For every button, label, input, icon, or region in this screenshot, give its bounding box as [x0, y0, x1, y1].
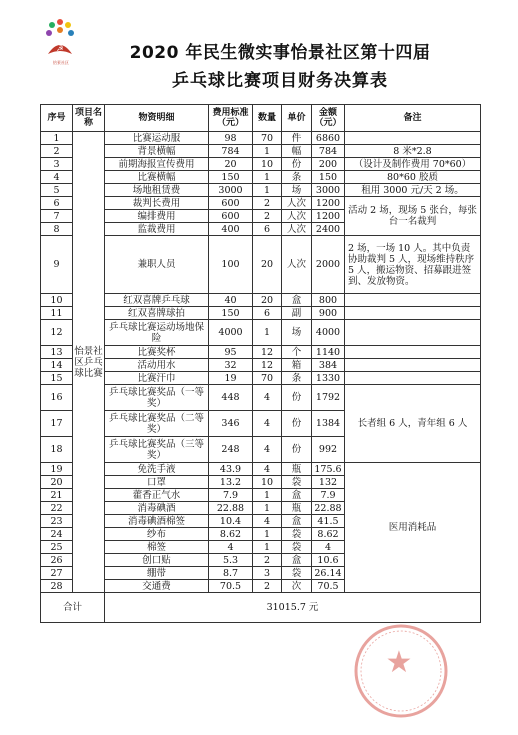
cell-item: 口罩 — [105, 476, 209, 489]
cell-price: 100 — [209, 236, 253, 294]
cell-item: 藿香正气水 — [105, 489, 209, 502]
cell-seq: 19 — [41, 463, 73, 476]
cell-amount: 1200 — [312, 210, 345, 223]
cell-qty: 70 — [253, 132, 282, 145]
cell-item: 乒乓球比赛奖品（一等奖） — [105, 385, 209, 411]
cell-note: 2 场，一场 10 人。其中负责协助裁判 5 人，现场维持秩序 5 人，搬运物资、招募跟进签到、发放物资。 — [345, 236, 481, 294]
cell-price: 8.7 — [209, 567, 253, 580]
cell-price: 70.5 — [209, 580, 253, 593]
cell-qty: 20 — [253, 294, 282, 307]
cell-seq: 16 — [41, 385, 73, 411]
cell-unit: 盒 — [282, 515, 312, 528]
cell-price: 248 — [209, 437, 253, 463]
cell-item: 创口贴 — [105, 554, 209, 567]
header-item: 物资明细 — [105, 105, 209, 132]
cell-price: 150 — [209, 307, 253, 320]
cell-seq: 25 — [41, 541, 73, 554]
cell-unit: 场 — [282, 320, 312, 346]
cell-item: 乒乓球比赛奖品（三等奖） — [105, 437, 209, 463]
cell-price: 448 — [209, 385, 253, 411]
cell-price: 3000 — [209, 184, 253, 197]
cell-unit: 副 — [282, 307, 312, 320]
cell-qty: 6 — [253, 307, 282, 320]
cell-seq: 6 — [41, 197, 73, 210]
cell-amount: 26.14 — [312, 567, 345, 580]
cell-note — [345, 346, 481, 359]
header-unit: 单价 — [282, 105, 312, 132]
cell-price: 784 — [209, 145, 253, 158]
cell-unit: 份 — [282, 158, 312, 171]
cell-item: 比赛汗巾 — [105, 372, 209, 385]
cell-unit: 袋 — [282, 528, 312, 541]
cell-project-name: 怡景社区乒乓球比赛 — [73, 132, 105, 593]
cell-amount: 22.88 — [312, 502, 345, 515]
cell-amount: 1330 — [312, 372, 345, 385]
cell-amount: 175.6 — [312, 463, 345, 476]
cell-price: 150 — [209, 171, 253, 184]
cell-amount: 7.9 — [312, 489, 345, 502]
cell-note: 8 米*2.8 — [345, 145, 481, 158]
table-row — [41, 236, 481, 294]
cell-unit: 瓶 — [282, 463, 312, 476]
cell-qty: 2 — [253, 554, 282, 567]
cell-note — [345, 132, 481, 145]
page-title-line2: 乒乓球比赛项目财务决算表 — [172, 71, 388, 91]
cell-note — [345, 320, 481, 346]
cell-price: 40 — [209, 294, 253, 307]
cell-qty: 10 — [253, 476, 282, 489]
cell-price: 7.9 — [209, 489, 253, 502]
cell-price: 400 — [209, 223, 253, 236]
cell-amount: 41.5 — [312, 515, 345, 528]
cell-amount: 1384 — [312, 411, 345, 437]
cell-unit: 场 — [282, 184, 312, 197]
cell-amount: 1200 — [312, 197, 345, 210]
cell-item: 兼职人员 — [105, 236, 209, 294]
cell-price: 5.3 — [209, 554, 253, 567]
cell-note: 医用消耗品 — [345, 463, 481, 593]
header-note: 备注 — [345, 105, 481, 132]
cell-amount: 800 — [312, 294, 345, 307]
cell-amount: 2000 — [312, 236, 345, 294]
cell-qty: 4 — [253, 463, 282, 476]
svg-text:☭: ☭ — [56, 44, 64, 53]
cell-note — [345, 359, 481, 372]
cell-seq: 15 — [41, 372, 73, 385]
cell-qty: 4 — [253, 385, 282, 411]
cell-price: 600 — [209, 210, 253, 223]
cell-amount: 4000 — [312, 320, 345, 346]
cell-qty: 4 — [253, 411, 282, 437]
table-row — [41, 372, 481, 385]
cell-qty: 1 — [253, 145, 282, 158]
cell-amount: 6860 — [312, 132, 345, 145]
cell-note — [345, 307, 481, 320]
header-amount: 金额（元） — [312, 105, 345, 132]
cell-amount: 70.5 — [312, 580, 345, 593]
cell-item: 红双喜牌乒乓球 — [105, 294, 209, 307]
table-row — [41, 158, 481, 171]
cell-item: 裁判长费用 — [105, 197, 209, 210]
cell-seq: 21 — [41, 489, 73, 502]
cell-seq: 2 — [41, 145, 73, 158]
cell-unit: 人次 — [282, 236, 312, 294]
cell-price: 19 — [209, 372, 253, 385]
cell-qty: 2 — [253, 580, 282, 593]
header-project: 项目名称 — [73, 105, 105, 132]
cell-amount: 1792 — [312, 385, 345, 411]
cell-item: 比赛奖杯 — [105, 346, 209, 359]
cell-price: 98 — [209, 132, 253, 145]
cell-item: 免洗手液 — [105, 463, 209, 476]
cell-seq: 12 — [41, 320, 73, 346]
cell-item: 乒乓球比赛运动场地保险 — [105, 320, 209, 346]
cell-seq: 11 — [41, 307, 73, 320]
cell-seq: 13 — [41, 346, 73, 359]
cell-unit: 条 — [282, 372, 312, 385]
cell-qty: 1 — [253, 541, 282, 554]
cell-qty: 6 — [253, 223, 282, 236]
cell-unit: 箱 — [282, 359, 312, 372]
table-row — [41, 145, 481, 158]
table-row — [41, 346, 481, 359]
cell-qty: 1 — [253, 528, 282, 541]
cell-item: 交通费 — [105, 580, 209, 593]
cell-unit: 件 — [282, 132, 312, 145]
table-row — [41, 171, 481, 184]
cell-unit: 次 — [282, 580, 312, 593]
header-qty: 数量 — [253, 105, 282, 132]
cell-seq: 3 — [41, 158, 73, 171]
cell-unit: 条 — [282, 171, 312, 184]
table-row — [41, 132, 481, 145]
cell-unit: 盒 — [282, 294, 312, 307]
cell-note — [345, 372, 481, 385]
cell-amount: 132 — [312, 476, 345, 489]
cell-amount: 2400 — [312, 223, 345, 236]
cell-seq: 9 — [41, 236, 73, 294]
cell-seq: 1 — [41, 132, 73, 145]
cell-item: 绷带 — [105, 567, 209, 580]
total-amount: 31015.7 元 — [105, 593, 481, 623]
cell-amount: 4 — [312, 541, 345, 554]
header-seq: 序号 — [41, 105, 73, 132]
cell-unit: 袋 — [282, 541, 312, 554]
cell-qty: 3 — [253, 567, 282, 580]
cell-note: 活动 2 场，现场 5 张台，每张台一名裁判 — [345, 197, 481, 236]
cell-unit: 瓶 — [282, 502, 312, 515]
cell-item: 活动用水 — [105, 359, 209, 372]
cell-price: 20 — [209, 158, 253, 171]
cell-qty: 2 — [253, 210, 282, 223]
cell-qty: 2 — [253, 197, 282, 210]
cell-seq: 27 — [41, 567, 73, 580]
cell-item: 场地租赁费 — [105, 184, 209, 197]
cell-qty: 20 — [253, 236, 282, 294]
cell-seq: 28 — [41, 580, 73, 593]
cell-qty: 1 — [253, 171, 282, 184]
cell-unit: 盒 — [282, 554, 312, 567]
cell-price: 22.88 — [209, 502, 253, 515]
header-price: 费用标准（元） — [209, 105, 253, 132]
table-row — [41, 320, 481, 346]
cell-amount: 150 — [312, 171, 345, 184]
cell-note: 80*60 胶质 — [345, 171, 481, 184]
cell-item: 编排费用 — [105, 210, 209, 223]
table-row — [41, 184, 481, 197]
cell-item: 背景横幅 — [105, 145, 209, 158]
cell-qty: 4 — [253, 437, 282, 463]
cell-item: 比赛横幅 — [105, 171, 209, 184]
cell-amount: 200 — [312, 158, 345, 171]
cell-qty: 4 — [253, 515, 282, 528]
cell-price: 346 — [209, 411, 253, 437]
cell-item: 比赛运动服 — [105, 132, 209, 145]
cell-note: 长者组 6 人，青年组 6 人 — [345, 385, 481, 463]
cell-price: 600 — [209, 197, 253, 210]
cell-amount: 3000 — [312, 184, 345, 197]
cell-seq: 8 — [41, 223, 73, 236]
table-row — [41, 359, 481, 372]
cell-seq: 10 — [41, 294, 73, 307]
page-title-line1: 2020 年民生微实事怡景社区第十四届 — [129, 43, 431, 63]
cell-amount: 992 — [312, 437, 345, 463]
cell-amount: 10.6 — [312, 554, 345, 567]
cell-seq: 23 — [41, 515, 73, 528]
cell-unit: 人次 — [282, 210, 312, 223]
cell-unit: 袋 — [282, 567, 312, 580]
cell-seq: 17 — [41, 411, 73, 437]
cell-qty: 1 — [253, 489, 282, 502]
cell-seq: 14 — [41, 359, 73, 372]
cell-item: 前期海报宣传费用 — [105, 158, 209, 171]
cell-seq: 4 — [41, 171, 73, 184]
table-row — [41, 385, 481, 411]
cell-amount: 8.62 — [312, 528, 345, 541]
cell-seq: 5 — [41, 184, 73, 197]
seal-star-icon: ★ — [385, 645, 413, 680]
cell-seq: 24 — [41, 528, 73, 541]
cell-seq: 7 — [41, 210, 73, 223]
total-row — [41, 593, 481, 623]
cell-item: 乒乓球比赛奖品（二等奖） — [105, 411, 209, 437]
logo-text: 怡景社区 — [53, 60, 69, 65]
cell-note — [345, 294, 481, 307]
cell-price: 8.62 — [209, 528, 253, 541]
cell-amount: 1140 — [312, 346, 345, 359]
cell-unit: 份 — [282, 411, 312, 437]
cell-amount: 784 — [312, 145, 345, 158]
cell-unit: 盒 — [282, 489, 312, 502]
table-row — [41, 307, 481, 320]
cell-unit: 个 — [282, 346, 312, 359]
cell-seq: 22 — [41, 502, 73, 515]
cell-price: 95 — [209, 346, 253, 359]
cell-unit: 份 — [282, 385, 312, 411]
table-row — [41, 197, 481, 210]
cell-qty: 1 — [253, 502, 282, 515]
cell-qty: 12 — [253, 359, 282, 372]
cell-unit: 人次 — [282, 223, 312, 236]
cell-item: 红双喜牌球拍 — [105, 307, 209, 320]
cell-qty: 12 — [253, 346, 282, 359]
table-row — [41, 463, 481, 476]
cell-qty: 1 — [253, 320, 282, 346]
cell-item: 消毒碘酒棉签 — [105, 515, 209, 528]
cell-seq: 26 — [41, 554, 73, 567]
cell-item: 消毒碘酒 — [105, 502, 209, 515]
cell-note: 租用 3000 元/天 2 场。 — [345, 184, 481, 197]
cell-qty: 1 — [253, 184, 282, 197]
cell-price: 10.4 — [209, 515, 253, 528]
cell-amount: 384 — [312, 359, 345, 372]
cell-price: 13.2 — [209, 476, 253, 489]
cell-seq: 18 — [41, 437, 73, 463]
total-label: 合计 — [41, 593, 105, 623]
cell-price: 43.9 — [209, 463, 253, 476]
cell-item: 监裁费用 — [105, 223, 209, 236]
cell-unit: 幅 — [282, 145, 312, 158]
table-row — [41, 294, 481, 307]
cell-amount: 900 — [312, 307, 345, 320]
cell-price: 4000 — [209, 320, 253, 346]
cell-price: 4 — [209, 541, 253, 554]
cell-unit: 袋 — [282, 476, 312, 489]
cell-unit: 人次 — [282, 197, 312, 210]
cell-qty: 70 — [253, 372, 282, 385]
cell-item: 棉签 — [105, 541, 209, 554]
cell-qty: 10 — [253, 158, 282, 171]
cell-note: （设计及制作费用 70*60） — [345, 158, 481, 171]
cell-item: 纱布 — [105, 528, 209, 541]
budget-table — [40, 104, 481, 623]
cell-unit: 份 — [282, 437, 312, 463]
cell-price: 32 — [209, 359, 253, 372]
cell-seq: 20 — [41, 476, 73, 489]
